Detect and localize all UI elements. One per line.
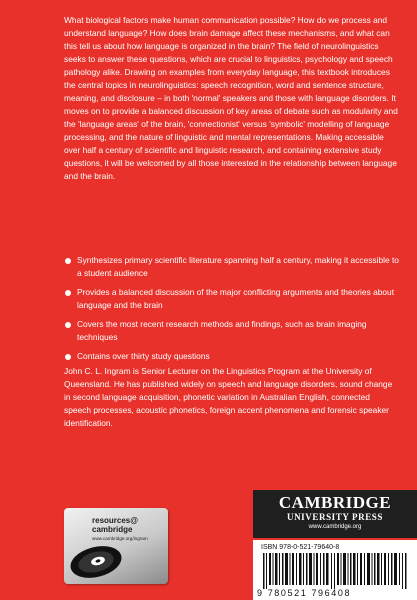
resources-subtitle: cambridge (92, 525, 133, 534)
book-description: What biological factors make human communication possible? How do we process and understand language? How does brain damage affect these mechanisms, and what can this tell us about how language is organized in the brain? The field of neurolinguistics seeks to answer these questions, which are crucial to linguistics, psychology and speech pathology alike. Drawing on examples from everyday language, this textbook introduces the central topics in neurolinguistics: speech recognition, word and sentence structure, meaning, and disclosure – in both 'normal' speakers and those with language disorders. It moves on to provide a balanced discussion of key areas of debate such as modularity and the 'language areas' of the brain, 'connectionist' versus 'symbolic' modelling of language processing, and the nature of linguistic and mental representations. Making accessible over half a century of scientific and linguistic research, and containing extensive study questions, it will be welcomed by all those interested in the relationship between language and the brain. (64, 15, 398, 181)
resources-title: resources@ (92, 516, 139, 525)
feature-text: Covers the most recent research methods and findings, such as brain imaging techniques (77, 319, 367, 342)
publisher-url: www.cambridge.org (308, 524, 362, 530)
resources-url: www.cambridge.org/ingram (92, 536, 148, 541)
bullet-icon (65, 322, 71, 328)
feature-list (64, 254, 399, 369)
barcode-digits: 9 780521 796408 (257, 588, 352, 598)
author-bio: John C. L. Ingram is Senior Lecturer on the Linguistics Program at the University of Queensland. He has published widely on speech and language disorders, sound change in second language acquisition, phonetic variation in Australian English, connected speech processes, acoustic phonetics, foreign accent phenomena and forensic speaker identification. (64, 366, 393, 428)
barcode-icon (261, 553, 411, 589)
publisher-name: CAMBRIDGE (278, 493, 392, 512)
bullet-icon (65, 258, 71, 264)
publisher-press: UNIVERSITY PRESS (286, 512, 384, 522)
isbn-label: ISBN 978-0-521-79640-8 (261, 544, 340, 551)
barcode-block (253, 540, 417, 600)
list-item (64, 318, 399, 344)
list-item (64, 286, 399, 312)
feature-text: Provides a balanced discussion of the major conflicting arguments and theories about language and the brain (77, 287, 395, 310)
list-item (64, 350, 399, 363)
bullet-icon (65, 354, 71, 360)
list-item (64, 254, 399, 280)
feature-text: Synthesizes primary scientific literature spanning half a century, making it accessible to a student audience (77, 255, 399, 278)
disc-icon (68, 538, 132, 580)
bullet-icon (65, 290, 71, 296)
feature-text: Contains over thirty study questions (77, 351, 210, 361)
resources-badge (64, 508, 168, 584)
publisher-logo (253, 490, 417, 538)
